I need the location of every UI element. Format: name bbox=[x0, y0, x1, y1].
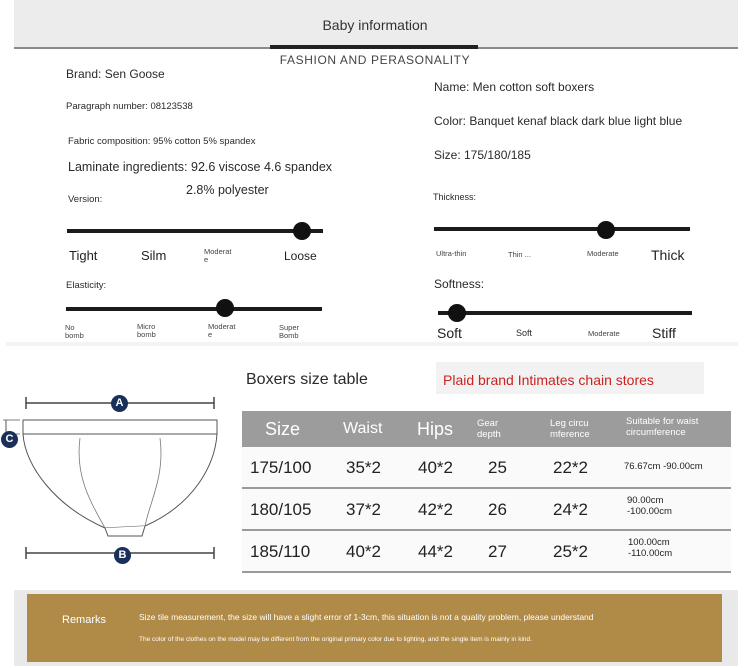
paragraph-number-text: Paragraph number: 08123538 bbox=[66, 101, 193, 112]
cell-waist-range: 100.00cm -110.00cm bbox=[628, 537, 673, 559]
softness-label: Softness: bbox=[434, 277, 485, 291]
cell-waist: 37*2 bbox=[346, 500, 381, 519]
thickness-option-thick: Thick bbox=[651, 247, 685, 263]
header-size: Size bbox=[265, 419, 301, 439]
elasticity-option-no-bomb: No bomb bbox=[65, 323, 84, 340]
page-subtitle: FASHION AND PERASONALITY bbox=[279, 53, 471, 67]
cell-size: 180/105 bbox=[250, 500, 312, 519]
version-option-moderate: Moderat e bbox=[204, 247, 232, 264]
header-hips: Hips bbox=[417, 419, 454, 439]
header-accent-bar bbox=[270, 45, 478, 49]
cell-waist-range: 76.67cm -90.00cm bbox=[624, 461, 703, 472]
laminate-ingredients-continued: 2.8% polyester bbox=[186, 183, 269, 197]
elasticity-option-micro-bomb: Micro bomb bbox=[137, 322, 156, 339]
header-leg-circumference: Leg circu mference bbox=[550, 418, 590, 440]
header-gear-depth: Gear depth bbox=[477, 418, 501, 440]
version-option-loose: Loose bbox=[284, 249, 317, 263]
softness-option-stiff: Stiff bbox=[652, 325, 676, 341]
version-slider-track bbox=[67, 229, 323, 233]
size-table-header bbox=[242, 411, 731, 447]
product-size-text: Size: 175/180/185 bbox=[434, 148, 531, 162]
brand-text: Brand: Sen Goose bbox=[66, 67, 165, 81]
softness-slider-knob bbox=[448, 304, 466, 322]
header-waist-range: Suitable for waist circumference bbox=[626, 416, 699, 438]
version-option-silm: Silm bbox=[141, 248, 167, 263]
cell-waist-range: 90.00cm -100.00cm bbox=[627, 495, 672, 517]
elasticity-label: Elasticity: bbox=[66, 280, 107, 291]
softness-slider-track bbox=[438, 311, 692, 315]
softness-option-soft: Soft bbox=[437, 325, 462, 341]
dimension-badge-a: A bbox=[111, 395, 128, 412]
thickness-option-moderate: Moderate bbox=[587, 249, 619, 258]
thickness-label: Thickness: bbox=[433, 192, 477, 202]
cell-leg: 25*2 bbox=[553, 542, 588, 561]
product-color-text: Color: Banquet kenaf black dark blue light blue bbox=[434, 114, 683, 128]
cell-waist: 35*2 bbox=[346, 458, 381, 477]
cell-waist: 40*2 bbox=[346, 542, 381, 561]
remarks-note: The color of the clothes on the model may be different from the original primary color due to lighting, and the single item is mainly in kind. bbox=[139, 636, 532, 643]
version-slider-knob bbox=[293, 222, 311, 240]
laminate-ingredients-text: Laminate ingredients: 92.6 viscose 4.6 spandex bbox=[68, 160, 333, 174]
table-row bbox=[242, 489, 731, 531]
dimension-badge-b: B bbox=[114, 547, 131, 564]
thickness-option-ultra-thin: Ultra-thin bbox=[436, 249, 467, 258]
remarks-label: Remarks bbox=[62, 614, 107, 626]
version-option-tight: Tight bbox=[69, 248, 98, 263]
thickness-option-thin: Thin ... bbox=[508, 250, 531, 259]
elasticity-option-super-bomb: Super Bomb bbox=[279, 323, 300, 340]
elasticity-option-moderate: Moderat e bbox=[208, 322, 236, 339]
cell-hips: 44*2 bbox=[418, 542, 453, 561]
table-row bbox=[242, 531, 731, 573]
table-row bbox=[242, 447, 731, 489]
softness-option-moderate: Moderate bbox=[588, 329, 620, 338]
cell-gear-depth: 27 bbox=[488, 542, 507, 561]
cell-gear-depth: 26 bbox=[488, 500, 507, 519]
cell-gear-depth: 25 bbox=[488, 458, 507, 477]
remarks-text: Size tile measurement, the size will have a slight error of 1-3cm, this situation is not a quality problem, please understand bbox=[139, 612, 594, 622]
thickness-slider-track bbox=[434, 227, 690, 231]
softness-option-soft-2: Soft bbox=[516, 328, 533, 338]
dimension-badge-c: C bbox=[1, 431, 18, 448]
page-title: Baby information bbox=[322, 17, 428, 33]
store-banner-text: Plaid brand Intimates chain stores bbox=[443, 372, 654, 388]
cell-leg: 24*2 bbox=[553, 500, 588, 519]
header-waist: Waist bbox=[343, 420, 383, 437]
size-table-title: Boxers size table bbox=[246, 371, 368, 388]
cell-hips: 42*2 bbox=[418, 500, 453, 519]
version-label: Version: bbox=[68, 194, 103, 205]
cell-size: 175/100 bbox=[250, 458, 312, 477]
elasticity-slider-track bbox=[66, 307, 322, 311]
elasticity-slider-knob bbox=[216, 299, 234, 317]
fabric-composition-text: Fabric composition: 95% cotton 5% spandex bbox=[68, 136, 256, 147]
cell-size: 185/110 bbox=[250, 542, 311, 561]
cell-hips: 40*2 bbox=[418, 458, 453, 477]
remarks-panel bbox=[27, 594, 722, 662]
cell-leg: 22*2 bbox=[553, 458, 588, 477]
product-name-text: Name: Men cotton soft boxers bbox=[434, 80, 595, 94]
thickness-slider-knob bbox=[597, 221, 615, 239]
